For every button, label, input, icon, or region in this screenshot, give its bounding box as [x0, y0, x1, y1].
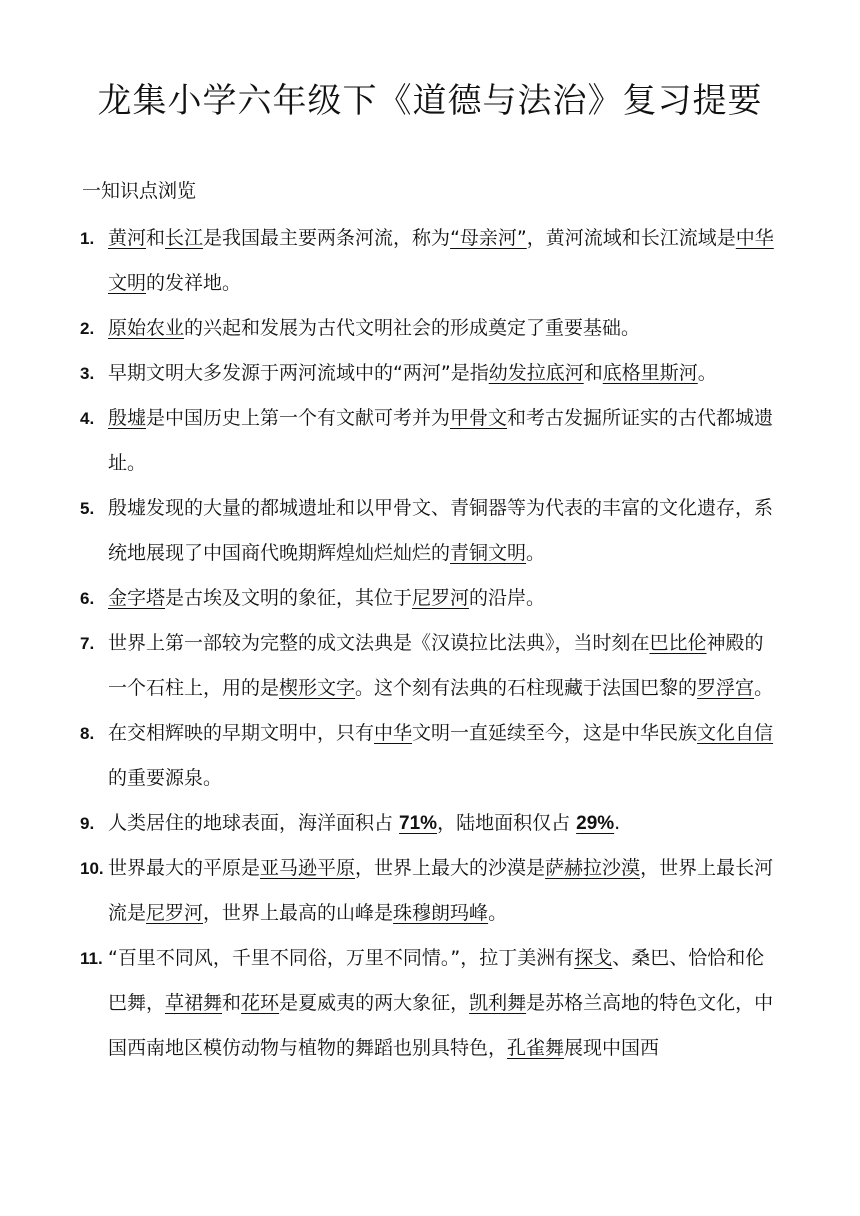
underlined-keyword: 草裙舞: [165, 992, 223, 1014]
item-text: 和: [222, 992, 242, 1014]
item-text: 。: [488, 902, 508, 924]
item-text: 。: [754, 677, 774, 699]
list-item: [80, 576, 782, 621]
item-text: 是中国历史上第一个有文献可考并为: [146, 407, 451, 429]
underlined-keyword: 探戈: [574, 947, 613, 969]
underlined-keyword: 71%: [399, 813, 438, 834]
underlined-keyword: 青铜文明: [450, 542, 527, 564]
item-text: ，世界上最大的沙漠是: [355, 857, 546, 879]
item-number: 6.: [80, 589, 95, 608]
list-item: [80, 486, 782, 576]
underlined-keyword: 萨赫拉沙漠: [545, 857, 641, 879]
list-item: [80, 351, 782, 396]
item-text: 的发祥地。: [146, 272, 242, 294]
item-text: 在交相辉映的早期文明中，只有: [108, 722, 375, 744]
underlined-keyword: 中华: [374, 722, 413, 744]
item-text: .: [614, 812, 621, 834]
item-text: 展现中国西: [564, 1037, 660, 1059]
item-text: ，陆地面积仅占: [437, 812, 577, 834]
underlined-keyword: 珠穆朗玛峰: [393, 902, 489, 924]
item-text: 。: [526, 542, 546, 564]
list-item: [80, 396, 782, 486]
item-text: 的重要源泉。: [108, 767, 223, 789]
item-text: 和考古发掘所证实的古代都城遗址。: [108, 407, 774, 474]
underlined-keyword: 亚马逊平原: [260, 857, 356, 879]
underlined-keyword: 楔形文字: [279, 677, 356, 699]
item-text: 是夏威夷的两大象征，: [279, 992, 470, 1014]
underlined-keyword: 凯利舞: [469, 992, 527, 1014]
list-item: [80, 846, 782, 936]
item-number: 9.: [80, 814, 95, 833]
item-text: 世界最大的平原是: [108, 857, 261, 879]
item-text: 殷墟发现的大量的都城遗址和以甲骨文、青铜器等为代表的丰富的文化遗存，系统地展现了中国商代晚期辉煌灿烂灿烂的: [108, 497, 774, 564]
underlined-keyword: 尼罗河: [412, 587, 470, 609]
list-item: [80, 216, 782, 306]
page-title: 龙集小学六年级下《道德与法治》复习提要: [97, 81, 763, 121]
item-text: ，世界上最高的山峰是: [203, 902, 394, 924]
list-item: [80, 621, 782, 711]
item-text: 文明一直延续至今，这是中华民族: [412, 722, 698, 744]
list-item: [80, 801, 782, 846]
underlined-keyword: 文化自信: [697, 722, 774, 744]
item-number: 2.: [80, 319, 95, 338]
item-text: 是苏格兰高地的特色文化，中国西南地区模仿动物与植物的舞蹈也别具特色，: [108, 992, 774, 1059]
knowledge-point-list: [80, 216, 782, 1071]
item-text: 人类居住的地球表面，海洋面积占: [108, 812, 400, 834]
item-number: 10.: [80, 859, 104, 878]
item-number: 11.: [80, 949, 103, 968]
underlined-keyword: 甲骨文: [450, 407, 508, 429]
item-number: 1.: [80, 229, 95, 248]
underlined-keyword: 尼罗河: [146, 902, 204, 924]
underlined-keyword: 底格里斯河: [602, 362, 698, 384]
underlined-keyword: 花环: [241, 992, 280, 1014]
section-heading: 一知识点浏览: [82, 180, 197, 202]
item-number: 8.: [80, 724, 95, 743]
item-number: 3.: [80, 364, 95, 383]
item-text: 和: [146, 227, 166, 249]
item-text: 神殿的一个石柱上，用的是: [108, 632, 764, 699]
list-item: [80, 306, 782, 351]
underlined-keyword: 幼发拉底河: [488, 362, 584, 384]
item-number: 4.: [80, 409, 95, 428]
underlined-keyword: 巴比伦: [649, 632, 707, 654]
item-text: 。: [697, 362, 717, 384]
underlined-keyword: 29%: [576, 813, 615, 834]
item-text: 世界上第一部较为完整的成文法典是《汉谟拉比法典》，当时刻在: [108, 632, 650, 654]
item-text: 和: [583, 362, 603, 384]
underlined-keyword: 金字塔: [108, 587, 166, 609]
underlined-keyword: “母亲河”: [450, 227, 527, 249]
item-text: 。这个刻有法典的石柱现藏于法国巴黎的: [355, 677, 698, 699]
item-text: 、桑巴、恰恰和伦巴舞，: [108, 947, 765, 1014]
item-text: 的兴起和发展为古代文明社会的形成奠定了重要基础。: [184, 317, 641, 339]
item-number: 7.: [80, 634, 95, 653]
underlined-keyword: 殷墟: [108, 407, 147, 429]
item-text: 早期文明大多发源于两河流域中的“两河”是指: [108, 362, 489, 384]
item-text: 是古埃及文明的象征，其位于: [165, 587, 413, 609]
underlined-keyword: 罗浮宫: [697, 677, 755, 699]
list-item: [80, 936, 782, 1071]
underlined-keyword: 中华文明: [108, 227, 774, 294]
item-text: ，黄河流域和长江流域是: [526, 227, 736, 249]
item-text: ，世界上最长河流是: [108, 857, 774, 924]
item-text: 是我国最主要两条河流，称为: [203, 227, 451, 249]
underlined-keyword: 原始农业: [108, 317, 185, 339]
item-text: “百里不同风，千里不同俗，万里不同情。”，拉丁美洲有: [108, 947, 575, 969]
underlined-keyword: 孔雀舞: [507, 1037, 565, 1059]
item-number: 5.: [80, 499, 95, 518]
underlined-keyword: 长江: [165, 227, 204, 249]
underlined-keyword: 黄河: [108, 227, 147, 249]
item-text: 的沿岸。: [469, 587, 546, 609]
list-item: [80, 711, 782, 801]
